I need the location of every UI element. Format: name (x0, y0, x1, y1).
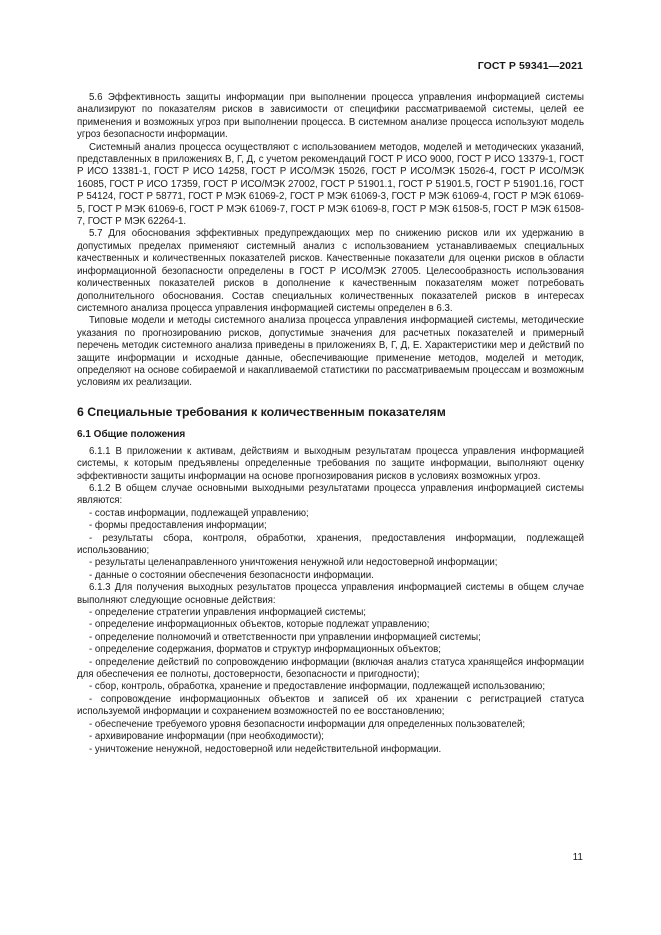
paragraph-system-analysis: Системный анализ процесса осуществляют с использованием методов, моделей и методических указаний, представленных в приложениях В, Г, Д, с учетом рекомендаций ГОСТ Р ИСО 9000, ГОСТ Р ИСО 13379-1, ГОСТ Р ИСО 13381-1, ГОСТ Р ИСО 14258, ГОСТ Р ИСО/МЭК 15026, ГОСТ Р ИСО/МЭК 15026-4, ГОСТ Р ИСО/МЭК 16085, ГОСТ Р ИСО 17359, ГОСТ Р ИСО/МЭК 27002, ГОСТ Р 51901.1, ГОСТ Р 51901.5, ГОСТ Р 51901.16, ГОСТ Р 54124, ГОСТ Р 58771, ГОСТ Р МЭК 61069-2, ГОСТ Р МЭК 61069-3, ГОСТ Р МЭК 61069-4, ГОСТ Р МЭК 61069-5, ГОСТ Р МЭК 61069-6, ГОСТ Р МЭК 61069-7, ГОСТ Р МЭК 61069-8, ГОСТ Р МЭК 61508-5, ГОСТ Р МЭК 61508-7, ГОСТ Р МЭК 62264-1. (77, 141, 584, 228)
paragraph-6-1-1: 6.1.1 В приложении к активам, действиям и выходным результатам процесса управления информацией системы, к которым предъявлены определенные требования по защите информации, выполняют оценку эффективности защиты информации на основе прогнозирования рисков в условиях возможных угроз. (77, 445, 584, 482)
list-item: - сопровождение информационных объектов и записей об их хранении с регистрацией статуса используемой информации и сохранением возможностей по ее восстановлению; (77, 693, 584, 718)
list-item: - сбор, контроль, обработка, хранение и предоставление информации, подлежащей использованию; (89, 681, 546, 693)
page-content (77, 92, 584, 756)
list-item: - определение действий по сопровождению информации (включая анализ статуса хранящейся информации для обеспечения ее полноты, достоверности, безопасности и пригодности); (77, 656, 584, 681)
document-id-header: ГОСТ Р 59341—2021 (477, 60, 583, 72)
paragraph-5-7: 5.7 Для обоснования эффективных предупреждающих мер по снижению рисков или их удержанию в допустимых пределах применяют системный анализ с использованием устанавливаемых специальных качественных и количественных показателей рисков. Качественные показатели для оценки рисков в области информационной безопасности определены в ГОСТ Р ИСО/МЭК 27005. Целесообразность использования количественных показателей рисков в дополнение к качественным показателям может потребовать дополнительного обоснования. Состав специальных количественных показателей рисков в интересах системного анализа процесса управления информацией системы определен в 6.3. (77, 228, 584, 314)
list-item: - определение полномочий и ответственности при управлении информацией системы; (89, 631, 481, 643)
paragraph-6-1-3: 6.1.3 Для получения выходных результатов процесса управления информацией системы в общем случае выполняют следующие основные действия: (77, 582, 584, 606)
list-item: - результаты целенаправленного уничтожения ненужной или недостоверной информации; (89, 557, 498, 569)
list-item: - данные о состоянии обеспечения безопасности информации. (89, 569, 374, 581)
section-title-6: 6 Специальные требования к количественным показателям (77, 404, 446, 419)
list-item: - уничтожение ненужной, недостоверной или недействительной информации. (89, 743, 442, 755)
list-item: - состав информации, подлежащей управлению; (89, 507, 309, 519)
subsection-title-6-1: 6.1 Общие положения (77, 428, 186, 440)
paragraph-5-6: 5.6 Эффективность защиты информации при выполнении процесса управления информацией системы анализируют по показателям рисков в зависимости от специфики рассматриваемой системы, целей ее применения и возможных угроз при выполнении процесса. В системном анализе процесса используют модель угроз безопасности информации. (77, 92, 584, 141)
list-item: - формы предоставления информации; (89, 520, 267, 532)
paragraph-typical-models: Типовые модели и методы системного анализа процесса управления информацией системы, методические указания по прогнозированию рисков, допустимые значения для расчетных показателей и примерный перечень методик системного анализа приведены в приложениях В, Г, Д, Е. Характеристики мер и действий по защите информации и исходные данные, обеспечивающие применение методов, моделей и методик, определяют на основе собираемой и накапливаемой статистики по рассматриваемым процессам и возможным условиям их реализации. (77, 315, 584, 389)
list-item: - определение стратегии управления информацией системы; (89, 607, 366, 619)
list-item: - архивирование информации (при необходимости); (89, 731, 325, 743)
paragraph-6-1-2: 6.1.2 В общем случае основными выходными результатами процесса управления информацией системы являются: (77, 482, 584, 507)
list-item: - определение информационных объектов, которые подлежат управлению; (89, 619, 430, 631)
page-number: 11 (572, 852, 583, 863)
list-item: - определение содержания, форматов и структур информационных объектов; (89, 644, 441, 656)
list-item: - результаты сбора, контроля, обработки, хранения, предоставления информации, подлежащей использованию; (77, 532, 584, 556)
list-item: - обеспечение требуемого уровня безопасности информации для определенных пользователей; (89, 718, 526, 730)
